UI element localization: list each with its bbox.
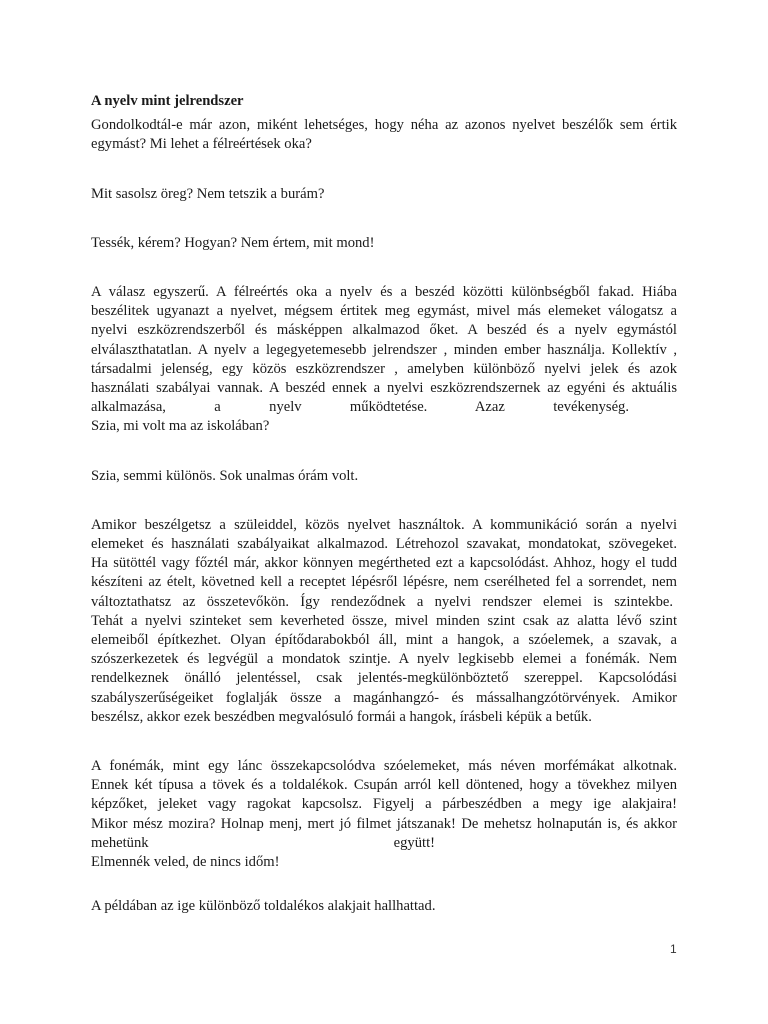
closing-line: A példában az ige különböző toldalékos alakjait hallhattad. xyxy=(91,898,436,915)
text-line: elválaszthatatlan. A nyelv a legegyetemesebb jelrendszer , minden ember használja. Kollektív , xyxy=(91,341,677,358)
text-line: beszélsz, akkor ezek beszédben megvalósuló formái a hangok, írásbeli képük a betűk. xyxy=(91,708,592,725)
dialog-line: Tessék, kérem? Hogyan? Nem értem, mit mond! xyxy=(91,234,375,251)
text-line: egymást? Mi lehet a félreértések oka? xyxy=(91,136,312,153)
text-line: A fonémák, mint egy lánc összekapcsolódva szóelemeket, más néven morfémákat alkotnak. xyxy=(91,758,677,775)
dialog-line: Szia, semmi különös. Sok unalmas órám volt. xyxy=(91,467,359,484)
text-line: társadalmi jelenség, egy közös eszközrendszer , amelyben különböző nyelvi jelek és azok xyxy=(91,360,677,377)
text-line: rendelkeznek önálló jelentéssel, csak jelentés-megkülönböztető szereppel. Kapcsolódási xyxy=(91,670,677,687)
text-line: szószerkezetek és legvégül a mondatok szintje. A nyelv legkisebb elemei a fonémák. Nem xyxy=(91,651,677,668)
text-line: Gondolkodtál-e már azon, miként lehetséges, hogy néha az azonos nyelvet beszélők sem értik xyxy=(91,117,677,134)
dialog-line: Mit sasolsz öreg? Nem tetszik a burám? xyxy=(91,185,325,202)
text-line: nyelvi eszközrendszerből és másképpen alkalmazod őket. A beszéd és a nyelv egymástól xyxy=(91,322,677,339)
text-line: változtathatsz az összetevőkön. Így rendeződnek a nyelvi rendszer elemei is szintekbe. xyxy=(91,593,673,610)
page-number: 1 xyxy=(670,942,677,956)
text-line: alkalmazása, a nyelv működtetése. Azaz tevékenység. xyxy=(91,399,629,416)
body-paragraph-3 xyxy=(91,757,677,853)
dialog-line: Elmennék veled, de nincs időm! xyxy=(91,854,280,871)
text-line: elemeket és használati szabályaikat alkalmazod. Létrehozol szavakat, mondatokat, szövegeket. xyxy=(91,536,677,553)
body-paragraph-1 xyxy=(91,283,677,417)
text-line: képzőket, jeleket vagy ragokat kapcsolsz. Figyelj a párbeszédben a megy ige alakjaira! xyxy=(91,796,677,813)
text-line: Tehát a nyelvi szinteket sem keverheted össze, mivel minden szint csak az alatta lévő szint xyxy=(91,612,677,629)
text-line: A válasz egyszerű. A félreértés oka a nyelv és a beszéd közötti különbségből fakad. Hiába xyxy=(91,284,677,301)
text-line: elemeiből építkezhet. Olyan építődarabokból áll, mint a hangok, a szóelemek, a szavak, a xyxy=(91,632,677,649)
text-line: beszélitek ugyanazt a nyelvet, mégsem értitek meg egymást, mivel más elemeket válogatsz a xyxy=(91,303,677,320)
intro-paragraph xyxy=(91,116,677,154)
text-line: szabályszerűségeiket foglalják össze a magánhangzó- és mássalhangzótörvények. Amikor xyxy=(91,689,677,706)
text-line: mehetünk együtt! xyxy=(91,834,435,851)
text-line: Ennek két típusa a tövek és a toldalékok. Csupán arról kell döntened, hogy a tövekhez milyen xyxy=(91,777,677,794)
text-line: készíteni az ételt, követned kell a receptet lépésről lépésre, nem cserélheted fel a sorrendet, nem xyxy=(91,574,677,591)
text-line: Ha sütöttél vagy főztél már, akkor könnyen megértheted ezt a kapcsolódást. Ahhoz, hogy el tudd xyxy=(91,555,677,572)
document-title: A nyelv mint jelrendszer xyxy=(91,93,244,109)
dialog-line: Szia, mi volt ma az iskolában? xyxy=(91,418,270,435)
text-line: használati szabályai vannak. A beszéd ennek a nyelvi eszközrendszernek az egyéni és aktuális xyxy=(91,380,677,397)
text-line: Amikor beszélgetsz a szüleiddel, közös nyelvet használtok. A kommunikáció során a nyelvi xyxy=(91,516,677,533)
body-paragraph-2 xyxy=(91,516,677,727)
text-line: Mikor mész mozira? Holnap menj, mert jó filmet játszanak! De mehetsz holnapután is, és akkor xyxy=(91,815,677,832)
document-page xyxy=(91,92,677,917)
